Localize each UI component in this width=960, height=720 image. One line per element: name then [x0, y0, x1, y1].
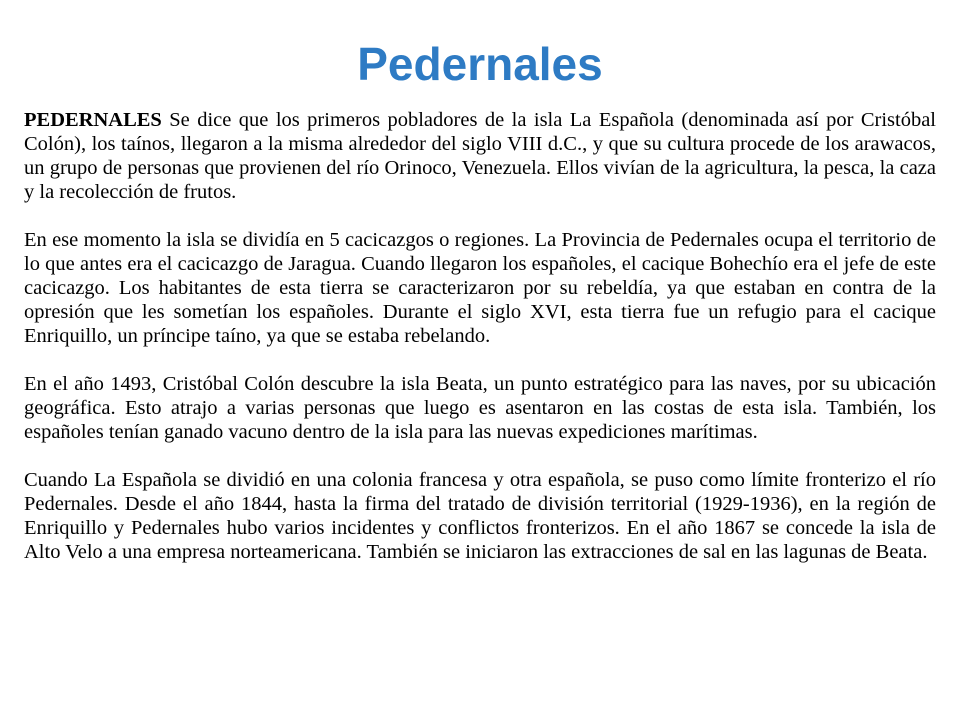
paragraph-1 [24, 108, 936, 204]
slide-body [24, 108, 936, 564]
paragraph-3: En el año 1493, Cristóbal Colón descubre la isla Beata, un punto estratégico para las naves, por su ubicación geográfica. Esto atrajo a varias personas que luego es asentaron en las costas de esta isla. También, los españoles tenían ganado vacuno dentro de la isla para las nuevas expediciones marítimas. [24, 373, 936, 443]
paragraph-1-lead: PEDERNALES [24, 109, 162, 131]
paragraph-4: Cuando La Española se dividió en una colonia francesa y otra española, se puso como límite fronterizo el río Pedernales. Desde el año 1844, hasta la firma del tratado de división territorial (1929-1936), en la región de Enriquillo y Pedernales hubo varios incidentes y conflictos fronterizos. En el año 1867 se concede la isla de Alto Velo a una empresa norteamericana. También se iniciaron las extracciones de sal en las lagunas de Beata. [24, 469, 936, 563]
paragraph-1-text: Se dice que los primeros pobladores de la isla La Española (denominada así por Cristóbal Colón), los taínos, llegaron a la misma alrededor del siglo VIII d.C., y que su cultura procede de los arawacos, un grupo de personas que provienen del río Orinoco, Venezuela. Ellos vivían de la agricultura, la pesca, la caza y la recolección de frutos. [24, 109, 936, 203]
paragraph-2: En ese momento la isla se dividía en 5 cacicazgos o regiones. La Provincia de Pedernales ocupa el territorio de lo que antes era el cacicazgo de Jaragua. Cuando llegaron los españoles, el cacique Bohechío era el jefe de este cacicazgo. Los habitantes de esta tierra se caracterizaron por su rebeldía, ya que estaban en contra de la opresión que les sometían los españoles. Durante el siglo XVI, esta tierra fue un refugio para el cacique Enriquillo, un príncipe taíno, ya que se estaba rebelando. [24, 229, 936, 347]
slide-title: Pedernales [357, 38, 603, 90]
